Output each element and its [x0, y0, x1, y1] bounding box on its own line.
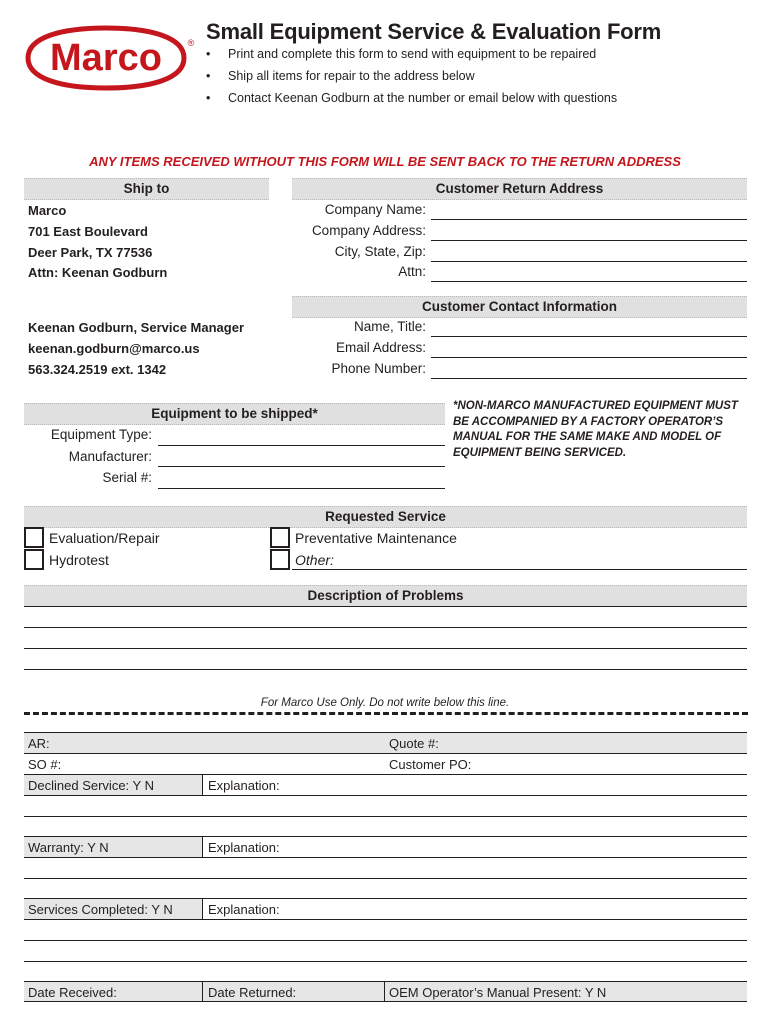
equipment-type-field[interactable]: [158, 445, 445, 446]
serial-label: Serial #:: [102, 470, 152, 485]
cell-divider: [384, 982, 385, 1001]
services-completed-label: Services Completed: Y N: [28, 902, 173, 917]
office-table-bottom-rule: [24, 1001, 747, 1002]
quote-label: Quote #:: [389, 736, 439, 751]
email-field[interactable]: [431, 357, 747, 358]
other-checkbox[interactable]: [270, 549, 290, 570]
bullet-dot: •: [206, 69, 211, 83]
warranty-explanation-label: Explanation:: [208, 840, 280, 855]
contact-person-line: 563.324.2519 ext. 1342: [28, 362, 167, 377]
office-use-notice: For Marco Use Only. Do not write below this line.: [260, 697, 510, 709]
name-title-label: Name, Title:: [353, 319, 426, 334]
attn-field[interactable]: [431, 281, 747, 282]
evaluation-repair-label: Evaluation/Repair: [49, 530, 160, 546]
form-title: Small Equipment Service & Evaluation Form: [206, 19, 662, 44]
customer-contact-heading: Customer Contact Information: [292, 296, 747, 318]
phone-label: Phone Number:: [331, 361, 426, 376]
cell-divider: [202, 837, 203, 857]
registered-mark: ®: [187, 38, 195, 48]
equipment-heading: Equipment to be shipped*: [24, 403, 445, 425]
description-line[interactable]: [24, 648, 747, 649]
other-field[interactable]: [292, 569, 747, 570]
company-name-field[interactable]: [431, 219, 747, 220]
other-label: Other:: [295, 552, 334, 568]
contact-person-line: Keenan Godburn, Service Manager: [28, 320, 245, 335]
explanation-line[interactable]: [24, 961, 747, 962]
office-row-rule: [24, 795, 747, 796]
explanation-line[interactable]: [24, 878, 747, 879]
cell-divider: [202, 775, 203, 795]
non-marco-note: *NON-MARCO MANUFACTURED EQUIPMENT MUST BE ACCOMPANIED BY A FACTORY OPERATOR’S MANUAL FOR THE SAME MAKE AND MODEL OF EQUIPMENT BEING SERVICED.: [453, 400, 738, 459]
instruction-text: Print and complete this form to send with equipment to be repaired: [228, 47, 597, 61]
cell-divider: [202, 982, 203, 1001]
ship-to-line: Attn: Keenan Godburn: [28, 265, 168, 280]
ship-to-line: Deer Park, TX 77536: [28, 245, 153, 260]
ship-to-line: 701 East Boulevard: [28, 224, 148, 239]
preventative-maintenance-label: Preventative Maintenance: [295, 530, 457, 546]
marco-logo-graphic: [22, 25, 197, 91]
description-line[interactable]: [24, 669, 747, 670]
preventative-maintenance-checkbox[interactable]: [270, 527, 290, 548]
description-heading: Description of Problems: [24, 585, 747, 607]
manufacturer-field[interactable]: [158, 466, 445, 467]
ship-to-line: Marco: [28, 203, 67, 218]
logo-wordmark: Marco: [50, 37, 162, 79]
ship-to-heading: Ship to: [24, 178, 269, 200]
instruction-text: Ship all items for repair to the address below: [228, 69, 475, 83]
instruction-bullet-2: [206, 69, 475, 83]
return-warning: ANY ITEMS RECEIVED WITHOUT THIS FORM WILL BE SENT BACK TO THE RETURN ADDRESS: [89, 154, 681, 169]
explanation-line[interactable]: [24, 940, 747, 941]
bullet-dot: •: [206, 91, 211, 105]
instruction-bullet-1: [206, 47, 596, 61]
email-label: Email Address:: [335, 340, 426, 355]
customer-po-label: Customer PO:: [389, 757, 472, 772]
ar-label: AR:: [28, 736, 50, 751]
declined-explanation-label: Explanation:: [208, 778, 280, 793]
contact-person-line: keenan.godburn@marco.us: [28, 341, 200, 356]
explanation-line[interactable]: [24, 816, 747, 817]
office-row-rule: [24, 857, 747, 858]
equipment-type-label: Equipment Type:: [50, 427, 152, 442]
requested-service-heading: Requested Service: [24, 506, 747, 528]
evaluation-repair-checkbox[interactable]: [24, 527, 44, 548]
hydrotest-label: Hydrotest: [49, 552, 109, 568]
hydrotest-checkbox[interactable]: [24, 549, 44, 570]
date-received-label: Date Received:: [28, 985, 117, 1000]
dates-row-shading: [24, 982, 747, 1001]
return-address-heading: Customer Return Address: [292, 178, 747, 200]
warranty-label: Warranty: Y N: [28, 840, 109, 855]
name-title-field[interactable]: [431, 336, 747, 337]
oem-manual-label: OEM Operator’s Manual Present: Y N: [389, 985, 607, 1000]
office-row-rule: [24, 753, 747, 754]
services-explanation-label: Explanation:: [208, 902, 280, 917]
ar-row-shading: [24, 733, 747, 753]
company-address-label: Company Address:: [311, 223, 426, 238]
phone-field[interactable]: [431, 378, 747, 379]
description-line[interactable]: [24, 627, 747, 628]
bullet-dot: •: [206, 47, 211, 61]
city-state-zip-label: City, State, Zip:: [334, 244, 426, 259]
company-address-field[interactable]: [431, 240, 747, 241]
instruction-text: Contact Keenan Godburn at the number or email below with questions: [228, 91, 618, 105]
instruction-bullet-3: [206, 91, 617, 105]
attn-label: Attn:: [398, 264, 426, 279]
company-name-label: Company Name:: [324, 202, 426, 217]
declined-service-label: Declined Service: Y N: [28, 778, 154, 793]
cell-divider: [202, 899, 203, 919]
city-state-zip-field[interactable]: [431, 261, 747, 262]
so-label: SO #:: [28, 757, 62, 772]
date-returned-label: Date Returned:: [208, 985, 297, 1000]
cut-line-divider: [24, 712, 748, 715]
serial-field[interactable]: [158, 488, 445, 489]
office-row-rule: [24, 919, 747, 920]
marco-logo: [22, 25, 197, 91]
manufacturer-label: Manufacturer:: [68, 449, 152, 464]
